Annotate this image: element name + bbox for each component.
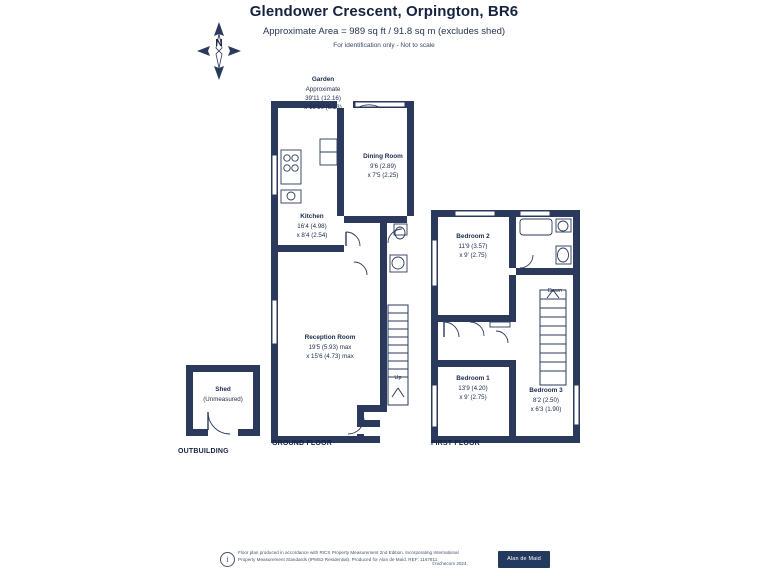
room-label-bedroom-2: Bedroom 2 11'9 (3.57) x 9' (2.75) [456,233,490,259]
stairs-up-label: Up [394,375,402,381]
stairs-down-label: Down [547,288,563,294]
rics-info-icon [220,552,235,567]
area-summary: Approximate Area = 989 sq ft / 91.8 sq m (excludes shed) [262,26,506,37]
brand-badge[interactable] [498,551,550,568]
footer-disclaimer: Floor plan produced in accordance with RICS Property Measurement 2nd Edition. Incorporating International Property Measurement Standards (IPMS2 Residential). Produced for Alan de Maid. REF: 1167811 [238,550,459,563]
brand-badge-label: Alan de Maid [507,556,541,562]
room-label-dining-room: Dining Room 9'6 (2.89) x 7'5 (2.25) [363,153,403,179]
identification-note: For identification only - Not to scale [333,42,435,49]
compass-north-label: N [215,38,223,49]
floor-label-outbuilding: OUTBUILDING [178,448,229,455]
footer-copyright: ©nichecom 2024. [432,561,468,566]
room-label-shed: Shed (Unmeasured) [203,386,243,403]
floor-label-ground: GROUND FLOOR [272,440,332,447]
room-label-bedroom-3: Bedroom 3 8'2 (2.50) x 6'3 (1.90) [529,387,563,413]
room-label-bedroom-1: Bedroom 1 13'9 (4.20) x 9' (2.75) [456,375,490,401]
page-title: Glendower Crescent, Orpington, BR6 [249,3,519,20]
room-label-kitchen: Kitchen 16'4 (4.98) x 8'4 (2.54) [296,213,328,239]
room-label-reception-room: Reception Room 19'5 (5.93) max x 15'6 (4.73) max [304,334,356,360]
floor-label-first: FIRST FLOOR [431,440,480,447]
room-label-garden: Garden Approximate 39'11 (12.16) x 16'10 (5.13) [304,76,342,112]
